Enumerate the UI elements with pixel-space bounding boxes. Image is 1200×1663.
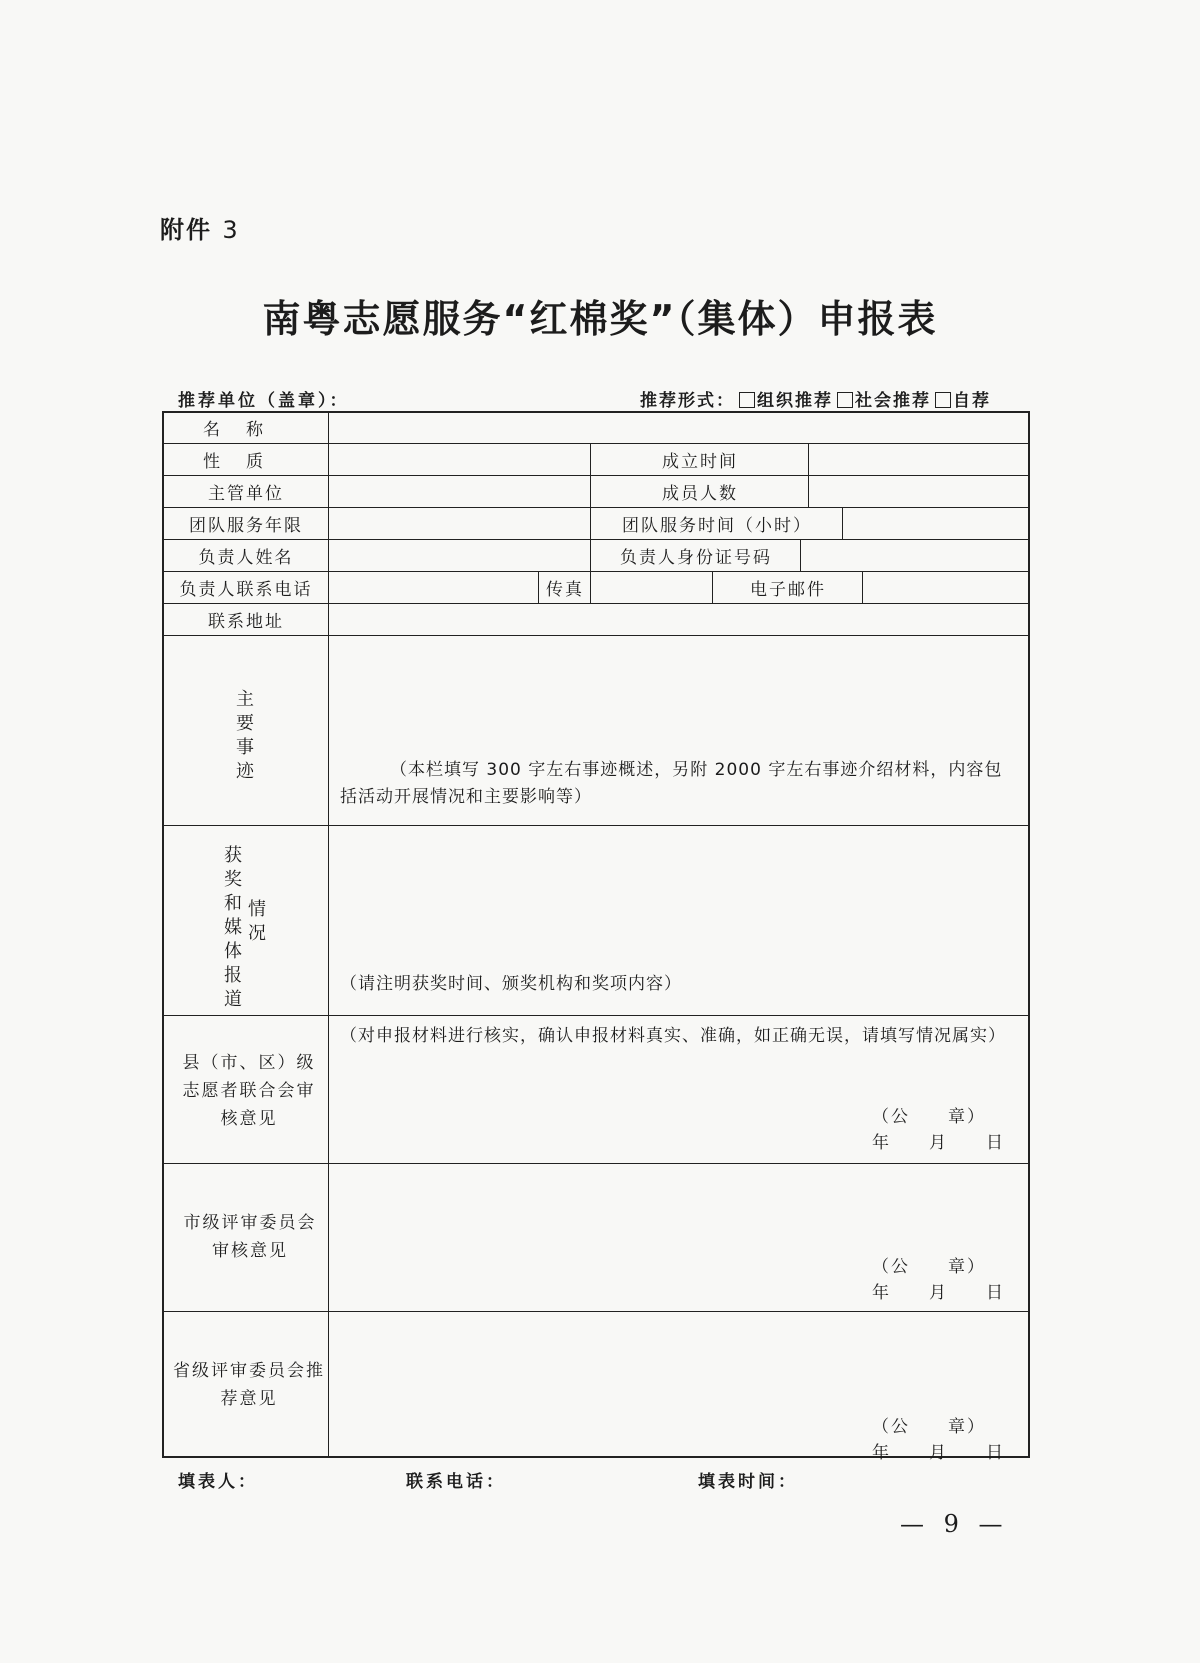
province-stamp: （公 章） — [872, 1417, 986, 1437]
option-self: 自荐 — [953, 391, 991, 411]
nature-field[interactable] — [330, 445, 588, 475]
label-members: 成员人数 — [662, 483, 738, 504]
name-field[interactable] — [330, 413, 1028, 443]
leader-id-field[interactable] — [802, 541, 1028, 571]
label-county-review: 县（市、区）级志愿者联合会审核意见 — [182, 1053, 316, 1129]
email-field[interactable] — [864, 573, 1028, 603]
city-date: 年 月 日 — [872, 1283, 1005, 1303]
column-divider — [842, 507, 843, 539]
city-stamp: （公 章） — [872, 1257, 986, 1277]
column-divider — [590, 443, 591, 539]
service-hours-field[interactable] — [844, 509, 1028, 539]
province-date: 年 月 日 — [872, 1443, 1005, 1463]
label-address: 联系地址 — [208, 611, 284, 632]
label-leader-phone: 负责人联系电话 — [179, 579, 313, 600]
label-awards-status: 情况 — [248, 899, 266, 944]
footer-phone: 联系电话： — [406, 1472, 506, 1492]
column-divider — [800, 539, 801, 571]
label-main-deeds: 主要事迹 — [236, 689, 254, 782]
members-field[interactable] — [810, 477, 1028, 507]
leader-phone-field[interactable] — [330, 573, 536, 603]
label-nature: 性质 — [203, 451, 289, 472]
page-number: — 9 — — [900, 1510, 1009, 1538]
recommend-unit-label: 推荐单位（盖章）： — [178, 391, 350, 411]
county-note: （对申报材料进行核实，确认申报材料真实、准确，如正确无误，请填写情况属实） — [340, 1026, 1006, 1046]
checkbox-self[interactable] — [935, 392, 951, 408]
column-divider — [590, 539, 591, 571]
row-divider — [162, 1015, 1030, 1016]
recommend-form-label: 推荐形式： — [640, 391, 735, 411]
label-province-review: 省级评审委员会推荐意见 — [173, 1361, 325, 1409]
established-field[interactable] — [810, 445, 1028, 475]
row-divider — [162, 1311, 1030, 1312]
row-divider — [162, 1163, 1030, 1164]
checkbox-organization[interactable] — [739, 392, 755, 408]
label-service-hours: 团队服务时间（小时） — [622, 515, 812, 536]
county-date: 年 月 日 — [872, 1133, 1005, 1153]
footer-time: 填表时间： — [698, 1472, 798, 1492]
label-supervisor: 主管单位 — [208, 483, 284, 504]
option-society: 社会推荐 — [855, 391, 931, 411]
address-field[interactable] — [330, 605, 1028, 635]
label-awards-media: 获奖和媒体报道 — [224, 845, 242, 1010]
column-divider — [538, 571, 539, 603]
leader-name-field[interactable] — [330, 541, 588, 571]
row-divider — [162, 825, 1030, 826]
label-leader-name: 负责人姓名 — [198, 547, 294, 568]
column-divider — [328, 411, 329, 1458]
label-email: 电子邮件 — [750, 579, 826, 600]
attachment-label: 附件 3 — [160, 216, 240, 244]
label-city-review: 市级评审委员会审核意见 — [183, 1213, 317, 1261]
checkbox-society[interactable] — [837, 392, 853, 408]
label-service-years: 团队服务年限 — [189, 515, 303, 536]
row-divider — [162, 635, 1030, 636]
footer-filler: 填表人： — [178, 1472, 258, 1492]
label-fax: 传真 — [546, 579, 584, 600]
service-years-field[interactable] — [330, 509, 588, 539]
label-name: 名称 — [203, 419, 289, 440]
option-organization: 组织推荐 — [757, 391, 833, 411]
supervisor-field[interactable] — [330, 477, 588, 507]
deeds-note: （本栏填写 300 字左右事迹概述，另附 2000 字左右事迹介绍材料，内容包括活动开展情况和主要影响等） — [340, 760, 1003, 807]
form-title: 南粤志愿服务“红棉奖”（集体）申报表 — [262, 297, 938, 341]
label-established: 成立时间 — [662, 451, 738, 472]
county-stamp: （公 章） — [872, 1107, 986, 1127]
column-divider — [712, 571, 713, 603]
fax-field[interactable] — [592, 573, 710, 603]
column-divider — [862, 571, 863, 603]
label-leader-id: 负责人身份证号码 — [620, 547, 772, 568]
column-divider — [590, 571, 591, 603]
awards-note: （请注明获奖时间、颁奖机构和奖项内容） — [340, 974, 682, 994]
recommend-form — [640, 386, 991, 411]
column-divider — [808, 443, 809, 507]
